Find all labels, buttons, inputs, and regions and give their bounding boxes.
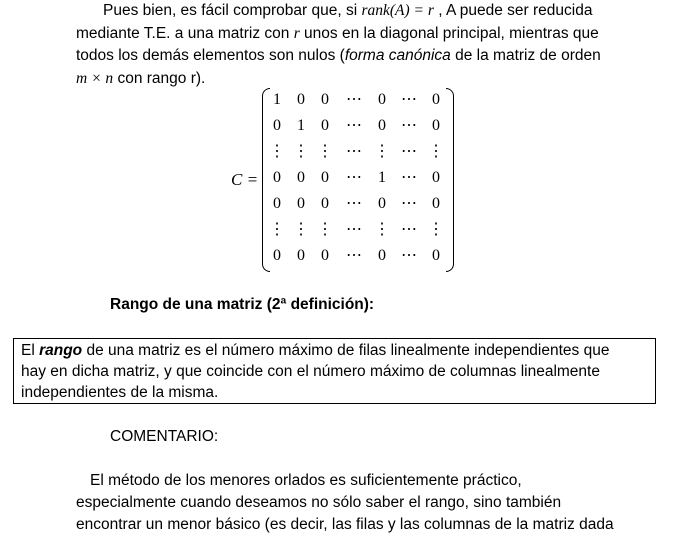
- matrix-cell: ⋮: [317, 143, 333, 160]
- matrix-cell: ⋯: [401, 247, 417, 264]
- matrix-cell: 0: [378, 195, 386, 212]
- text-segment: Pues bien, es fácil comprobar que, si: [103, 2, 362, 19]
- matrix-cell: 1: [297, 117, 305, 134]
- matrix-cell: 0: [378, 247, 386, 264]
- matrix-cell: 0: [273, 195, 281, 212]
- canonical-matrix: [262, 88, 454, 272]
- matrix-cell: ⋮: [293, 221, 309, 238]
- matrix-cell: 0: [378, 91, 386, 108]
- paragraph-line-3: [76, 45, 601, 66]
- matrix-cell: ⋮: [374, 143, 390, 160]
- paragraph-line-4: [76, 68, 205, 89]
- matrix-cell: 0: [273, 247, 281, 264]
- matrix-cell: 0: [297, 169, 305, 186]
- comment-label: COMENTARIO:: [110, 428, 219, 445]
- matrix-cell: 0: [297, 91, 305, 108]
- matrix-cell: ⋯: [401, 169, 417, 186]
- matrix-cell: 0: [321, 169, 329, 186]
- math-m-times-n: m × n: [76, 70, 114, 87]
- matrix-cell: ⋯: [346, 195, 362, 212]
- paragraph-line-2: [76, 23, 599, 44]
- section-heading: Rango de una matriz (2ª definición):: [110, 296, 375, 313]
- matrix-cell: ⋯: [401, 117, 417, 134]
- matrix-cell: ⋮: [269, 221, 285, 238]
- emphasis-rango: rango: [39, 342, 83, 359]
- paragraph2-line-1: El método de los menores orlados es suficientemente práctico,: [90, 472, 522, 489]
- matrix-cell: 0: [297, 247, 305, 264]
- matrix-cell: 0: [321, 91, 329, 108]
- matrix-cell: 0: [273, 169, 281, 186]
- math-r: r: [293, 25, 300, 42]
- matrix-cell: ⋯: [346, 221, 362, 238]
- paragraph2-line-2: especialmente cuando deseamos no sólo saber el rango, sino también: [76, 494, 562, 511]
- definition-line-3: independientes de la misma.: [21, 384, 219, 401]
- matrix-cell: ⋯: [401, 221, 417, 238]
- matrix-cell: ⋮: [293, 143, 309, 160]
- matrix-cell: 0: [432, 169, 440, 186]
- matrix-cell: ⋯: [346, 91, 362, 108]
- text-segment: mediante T.E. a una matriz con: [76, 25, 294, 42]
- matrix-cell: ⋯: [401, 143, 417, 160]
- emphasis-forma-canonica: forma canónica: [344, 47, 451, 64]
- matrix-cell: 0: [321, 117, 329, 134]
- matrix-cell: ⋯: [401, 195, 417, 212]
- matrix-cell: 0: [297, 195, 305, 212]
- definition-line-1: [21, 340, 609, 361]
- matrix-cell: 0: [432, 91, 440, 108]
- matrix-cell: ⋯: [346, 117, 362, 134]
- matrix-cell: ⋯: [346, 169, 362, 186]
- math-rank-expression: rank(A) = r: [361, 2, 434, 19]
- matrix-cell: ⋮: [269, 143, 285, 160]
- matrix-cell: 0: [432, 117, 440, 134]
- matrix-cell: 0: [378, 117, 386, 134]
- matrix-label: [231, 170, 258, 190]
- matrix-right-bracket: [446, 88, 454, 272]
- text-segment: , A puede ser reducida: [433, 2, 593, 19]
- matrix-cell: ⋮: [428, 143, 444, 160]
- matrix-cell: 0: [432, 195, 440, 212]
- matrix-cell: 0: [273, 117, 281, 134]
- matrix-cell: 0: [432, 247, 440, 264]
- text-segment: todos los demás elementos son nulos (: [76, 47, 345, 64]
- matrix-cell: 1: [273, 91, 281, 108]
- text-segment: de la matriz de orden: [450, 47, 601, 64]
- text-segment: de una matriz es el número máximo de filas linealmente independientes que: [82, 342, 610, 359]
- matrix-cell: ⋮: [317, 221, 333, 238]
- matrix-cell: ⋮: [374, 221, 390, 238]
- paragraph2-line-3: encontrar un menor básico (es decir, las filas y las columnas de la matriz dada: [76, 516, 614, 533]
- text-segment: con rango r).: [113, 70, 206, 87]
- matrix-cell: 0: [321, 247, 329, 264]
- text-segment: unos en la diagonal principal, mientras que: [299, 25, 599, 42]
- matrix-cell: ⋯: [346, 143, 362, 160]
- matrix-label-text: C =: [231, 170, 259, 189]
- matrix-cell: 1: [378, 169, 386, 186]
- matrix-cell: ⋯: [401, 91, 417, 108]
- matrix-cell: ⋮: [428, 221, 444, 238]
- text-segment: El: [21, 342, 40, 359]
- paragraph-line-1: [103, 0, 592, 21]
- matrix-cell: 0: [321, 195, 329, 212]
- matrix-cell: ⋯: [346, 247, 362, 264]
- definition-line-2: hay en dicha matriz, y que coincide con el número máximo de columnas linealmente: [21, 363, 600, 380]
